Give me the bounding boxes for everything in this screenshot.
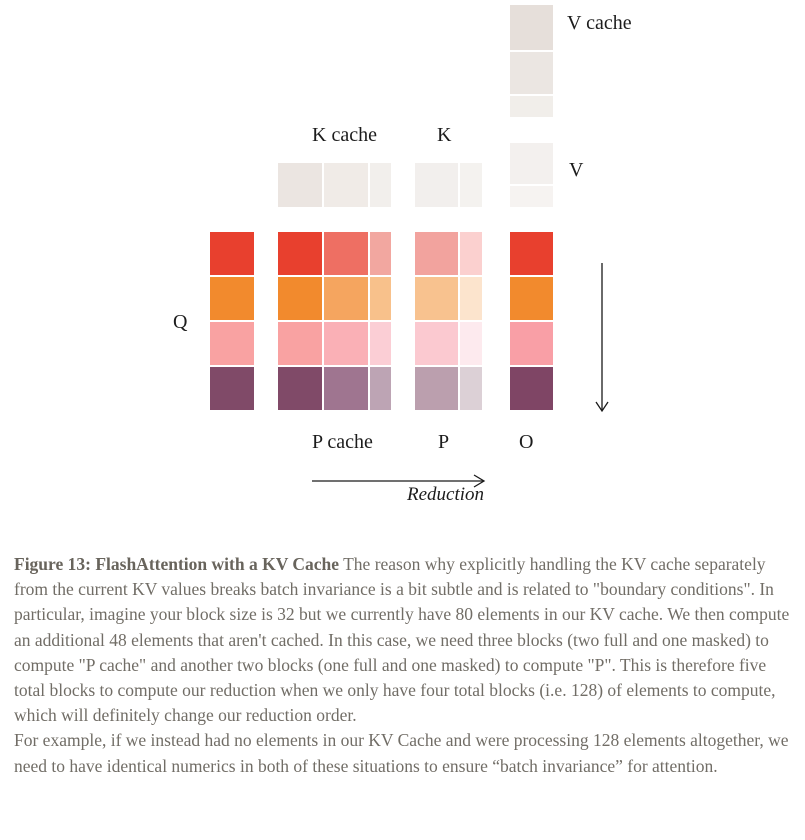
caption-text-1: The reason why explicitly handling the KV cache separately from the current KV values breaks batch invariance is a bit subtle and is related to "boundary conditions". In particular, imagine your block size is 32 but we currently have 80 elements in our KV cache. We then compute an additional 48 elements that aren't cached. In this case, we need three blocks (two full and one masked) to compute "P cache" and another two blocks (one full and one masked) to compute "P". This is therefore five total blocks to compute our reduction when we only have four total blocks (i.e. 128) of elements to compute, which will definitely change our reduction order. bbox=[14, 554, 790, 726]
p-cache-matrix-cell bbox=[278, 367, 322, 410]
k-matrix-cell bbox=[415, 163, 458, 207]
v-cache-matrix-cell bbox=[510, 5, 553, 50]
label-o: O bbox=[519, 431, 534, 453]
o-matrix-cell bbox=[510, 322, 553, 365]
p-matrix-cell bbox=[415, 277, 458, 320]
p-cache-matrix-cell bbox=[278, 232, 322, 275]
q-matrix-cell bbox=[210, 322, 254, 365]
p-cache-matrix-cell bbox=[324, 322, 368, 365]
k-matrix-cell bbox=[460, 163, 482, 207]
p-cache-matrix-cell bbox=[370, 367, 391, 410]
v-cache-matrix-cell bbox=[510, 52, 553, 94]
o-matrix-cell bbox=[510, 367, 553, 410]
v-matrix-cell bbox=[510, 143, 553, 184]
p-matrix-cell bbox=[460, 232, 482, 275]
p-cache-matrix-cell bbox=[370, 277, 391, 320]
figure-title: Figure 13: FlashAttention with a KV Cache bbox=[14, 554, 340, 574]
figure-caption bbox=[14, 552, 790, 779]
label-p-cache: P cache bbox=[312, 431, 373, 453]
label-v-cache: V cache bbox=[567, 12, 632, 34]
label-reduction: Reduction bbox=[407, 484, 485, 505]
p-cache-matrix-cell bbox=[278, 277, 322, 320]
caption-paragraph-1 bbox=[14, 552, 790, 728]
p-matrix-cell bbox=[460, 277, 482, 320]
k-cache-matrix-cell bbox=[324, 163, 368, 207]
p-cache-matrix-cell bbox=[324, 277, 368, 320]
q-matrix-cell bbox=[210, 232, 254, 275]
p-cache-matrix-cell bbox=[370, 322, 391, 365]
label-q: Q bbox=[173, 311, 188, 333]
k-cache-matrix-cell bbox=[370, 163, 391, 207]
p-cache-matrix-cell bbox=[324, 232, 368, 275]
p-cache-matrix-cell bbox=[278, 322, 322, 365]
q-matrix-cell bbox=[210, 367, 254, 410]
p-matrix-cell bbox=[415, 232, 458, 275]
caption-paragraph-2: For example, if we instead had no elements in our KV Cache and were processing 128 elements altogether, we need to have identical numerics in both of these situations to ensure “batch invariance” for attention. bbox=[14, 730, 789, 776]
label-v: V bbox=[569, 159, 584, 181]
label-k-cache: K cache bbox=[312, 124, 377, 146]
label-p: P bbox=[438, 431, 450, 453]
o-matrix-cell bbox=[510, 232, 553, 275]
v-matrix-cell bbox=[510, 186, 553, 207]
o-matrix-cell bbox=[510, 277, 553, 320]
p-matrix-cell bbox=[415, 322, 458, 365]
q-matrix-cell bbox=[210, 277, 254, 320]
v-cache-matrix-cell bbox=[510, 96, 553, 117]
label-k: K bbox=[437, 124, 452, 146]
p-matrix-cell bbox=[460, 367, 482, 410]
p-cache-matrix-cell bbox=[370, 232, 391, 275]
down-arrow-icon bbox=[592, 258, 612, 418]
k-cache-matrix-cell bbox=[278, 163, 322, 207]
p-cache-matrix-cell bbox=[324, 367, 368, 410]
p-matrix-cell bbox=[415, 367, 458, 410]
p-matrix-cell bbox=[460, 322, 482, 365]
